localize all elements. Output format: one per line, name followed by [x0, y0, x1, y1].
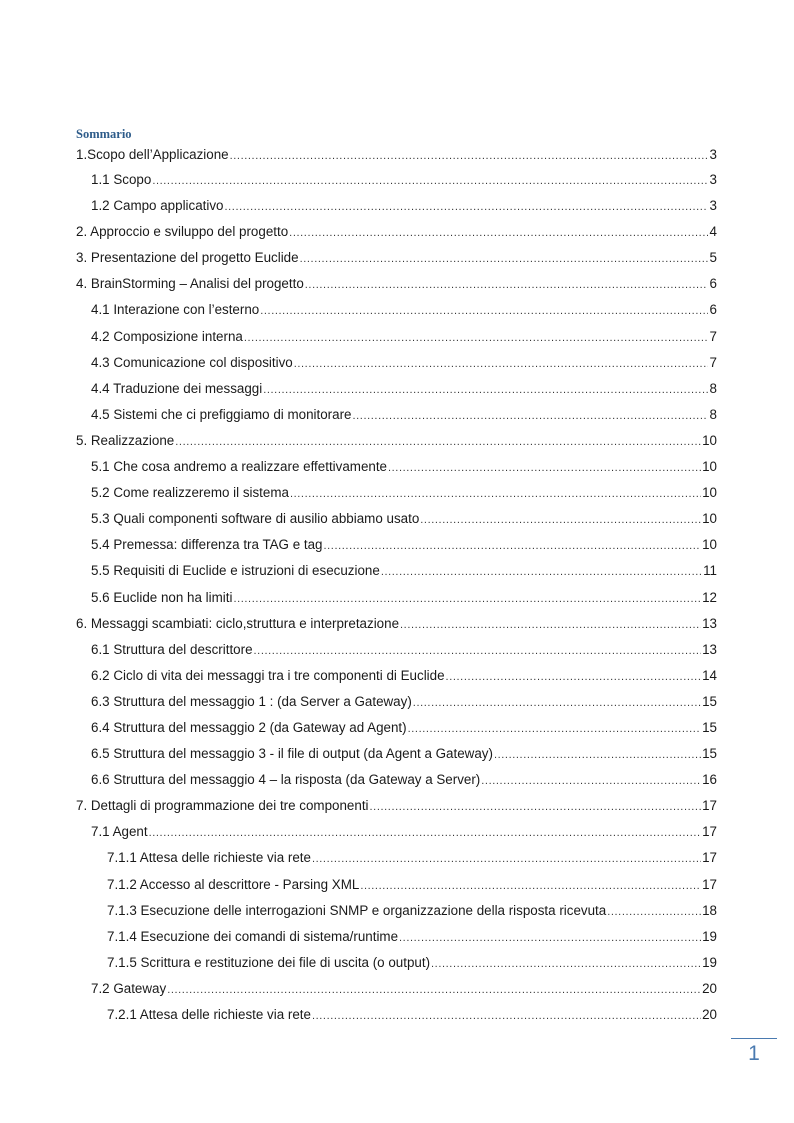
toc-entry-title: 6.4 Struttura del messaggio 2 (da Gateway ad Agent)	[91, 719, 407, 735]
toc-entry[interactable]	[76, 193, 717, 219]
toc-dot-leader	[263, 377, 708, 403]
toc-dot-leader	[420, 507, 701, 533]
toc-entry-title: 7.1.2 Accesso al descrittore - Parsing XML	[107, 876, 360, 892]
toc-entry[interactable]	[76, 793, 717, 819]
toc-dot-leader	[244, 325, 708, 351]
footer-divider	[731, 1038, 777, 1039]
table-of-contents	[76, 142, 717, 1028]
toc-dot-leader	[225, 194, 709, 220]
toc-dot-leader	[233, 586, 701, 612]
toc-heading: Sommario	[76, 127, 132, 141]
toc-dot-leader	[431, 951, 701, 977]
toc-entry-title: 5.4 Premessa: differenza tra TAG e tag	[91, 537, 323, 553]
toc-entry[interactable]	[76, 715, 717, 741]
toc-entry-page: 6	[709, 302, 717, 318]
toc-entry[interactable]	[76, 898, 717, 924]
toc-dot-leader	[312, 846, 701, 872]
toc-dot-leader	[399, 925, 701, 951]
toc-dot-leader	[254, 638, 702, 664]
toc-entry-title: 5.1 Che cosa andremo a realizzare effettivamente	[91, 459, 387, 475]
toc-entry-title: 6.5 Struttura del messaggio 3 - il file di output (da Agent a Gateway)	[91, 746, 493, 762]
toc-entry-title: 7. Dettagli di programmazione dei tre componenti	[76, 798, 369, 814]
toc-dot-leader	[152, 168, 708, 194]
toc-entry[interactable]	[76, 454, 717, 480]
toc-dot-leader	[149, 820, 702, 846]
toc-entry-title: 7.2.1 Attesa delle richieste via rete	[107, 1007, 311, 1022]
toc-entry-page: 8	[709, 380, 717, 396]
toc-entry[interactable]	[76, 558, 717, 584]
toc-entry-page: 13	[702, 615, 717, 631]
toc-dot-leader	[381, 559, 702, 585]
toc-dot-leader	[607, 899, 701, 925]
toc-entry-title: 6.2 Ciclo di vita dei messaggi tra i tre componenti di Euclide	[91, 667, 445, 683]
toc-entry-title: 6. Messaggi scambiati: ciclo,struttura e interpretazione	[76, 615, 400, 631]
toc-dot-leader	[388, 455, 701, 481]
toc-entry-page: 17	[702, 798, 717, 814]
toc-entry[interactable]	[76, 219, 717, 245]
toc-dot-leader	[300, 246, 708, 272]
toc-entry-page: 3	[709, 198, 717, 214]
toc-entry-page: 15	[702, 719, 717, 735]
toc-entry[interactable]	[76, 428, 717, 454]
toc-entry-page: 10	[702, 485, 717, 501]
toc-entry-title: 1.Scopo dell’Applicazione	[76, 147, 229, 162]
toc-entry[interactable]	[76, 532, 717, 558]
toc-entry[interactable]	[76, 142, 717, 167]
toc-entry-title: 7.2 Gateway	[91, 980, 167, 996]
toc-entry-page: 11	[703, 563, 717, 579]
toc-entry-title: 5.3 Quali componenti software di ausilio abbiamo usato	[91, 511, 420, 527]
toc-dot-leader	[494, 742, 701, 768]
toc-entry-title: 6.6 Struttura del messaggio 4 – la risposta (da Gateway a Server)	[91, 772, 481, 788]
toc-dot-leader	[305, 272, 708, 298]
toc-dot-leader	[260, 298, 708, 324]
toc-entry-page: 16	[702, 772, 717, 788]
toc-dot-leader	[167, 977, 701, 1003]
toc-entry[interactable]	[76, 976, 717, 1002]
toc-entry[interactable]	[76, 585, 717, 611]
toc-dot-leader	[289, 220, 708, 246]
toc-entry-page: 20	[702, 1007, 717, 1022]
toc-entry-title: 7.1.5 Scrittura e restituzione dei file di uscita (o output)	[107, 954, 431, 970]
toc-entry-title: 7.1.3 Esecuzione delle interrogazioni SNMP e organizzazione della risposta ricevuta	[107, 902, 607, 918]
toc-entry-title: 6.1 Struttura del descrittore	[91, 641, 253, 657]
toc-entry-title: 4.5 Sistemi che ci prefiggiamo di monitorare	[91, 406, 352, 422]
toc-entry-title: 5.2 Come realizzeremo il sistema	[91, 485, 289, 501]
toc-entry-title: 4.1 Interazione con l’esterno	[91, 302, 260, 318]
toc-dot-leader	[413, 690, 701, 716]
toc-entry-page: 6	[709, 276, 717, 292]
toc-entry-title: 2. Approccio e sviluppo del progetto	[76, 224, 289, 240]
toc-entry-title: 7.1.4 Esecuzione dei comandi di sistema/runtime	[107, 928, 399, 944]
toc-entry-page: 4	[709, 224, 717, 240]
toc-entry[interactable]	[76, 950, 717, 976]
toc-entry[interactable]	[76, 741, 717, 767]
toc-entry[interactable]	[76, 689, 717, 715]
toc-dot-leader	[312, 1003, 701, 1029]
toc-dot-leader	[408, 716, 701, 742]
toc-entry[interactable]	[76, 767, 717, 793]
toc-entry[interactable]	[76, 402, 717, 428]
toc-entry-title: 4.3 Comunicazione col dispositivo	[91, 354, 293, 370]
toc-entry-title: 7.1 Agent	[91, 824, 148, 840]
toc-entry-page: 12	[702, 589, 717, 605]
toc-entry[interactable]	[76, 845, 717, 871]
toc-entry-page: 17	[702, 850, 717, 866]
toc-dot-leader	[370, 794, 702, 820]
toc-dot-leader	[400, 612, 701, 638]
toc-entry-title: 5.5 Requisiti di Euclide e istruzioni di esecuzione	[91, 563, 380, 579]
toc-entry-page: 10	[702, 537, 717, 553]
toc-entry-page: 20	[702, 980, 717, 996]
toc-entry-page: 5	[709, 250, 717, 266]
toc-entry-title: 4. BrainStorming – Analisi del progetto	[76, 276, 304, 292]
toc-entry-title: 6.3 Struttura del messaggio 1 : (da Server a Gateway)	[91, 693, 412, 709]
toc-entry[interactable]	[76, 480, 717, 506]
toc-entry-title: 1.1 Scopo	[91, 172, 152, 187]
toc-entry-page: 15	[702, 693, 717, 709]
toc-entry-title: 3. Presentazione del progetto Euclide	[76, 250, 299, 266]
toc-entry[interactable]	[76, 611, 717, 637]
toc-dot-leader	[290, 481, 701, 507]
toc-entry-page: 10	[702, 459, 717, 475]
toc-entry[interactable]	[76, 245, 717, 271]
toc-entry[interactable]	[76, 167, 717, 193]
toc-entry[interactable]	[76, 297, 717, 323]
toc-entry[interactable]	[76, 872, 717, 898]
toc-dot-leader	[446, 664, 702, 690]
toc-entry-page: 10	[702, 511, 717, 527]
toc-entry[interactable]	[76, 376, 717, 402]
toc-entry[interactable]	[76, 924, 717, 950]
toc-entry[interactable]	[76, 663, 717, 689]
page-number: 1	[748, 1042, 760, 1065]
toc-entry-page: 15	[702, 746, 717, 762]
toc-entry[interactable]	[76, 271, 717, 297]
toc-entry[interactable]	[76, 324, 717, 350]
toc-entry-page: 17	[702, 824, 717, 840]
toc-dot-leader	[294, 351, 708, 377]
toc-entry[interactable]	[76, 637, 717, 663]
toc-entry-page: 14	[702, 667, 717, 683]
toc-entry-page: 13	[702, 641, 717, 657]
toc-dot-leader	[175, 429, 701, 455]
toc-entry-page: 8	[709, 406, 717, 422]
toc-entry[interactable]	[76, 350, 717, 376]
toc-entry[interactable]	[76, 506, 717, 532]
toc-entry-title: 4.4 Traduzione dei messaggi	[91, 380, 263, 396]
toc-entry-title: 5.6 Euclide non ha limiti	[91, 589, 233, 605]
toc-dot-leader	[353, 403, 709, 429]
toc-entry-title: 1.2 Campo applicativo	[91, 198, 224, 214]
toc-entry-page: 19	[702, 954, 717, 970]
toc-entry-page: 19	[702, 928, 717, 944]
toc-entry[interactable]	[76, 1002, 717, 1028]
toc-entry-page: 18	[702, 902, 717, 918]
toc-dot-leader	[360, 873, 701, 899]
toc-dot-leader	[230, 144, 708, 169]
toc-entry-page: 17	[702, 876, 717, 892]
toc-dot-leader	[481, 768, 701, 794]
toc-entry-page: 7	[709, 354, 717, 370]
toc-entry-page: 10	[702, 432, 717, 448]
toc-entry-title: 7.1.1 Attesa delle richieste via rete	[107, 850, 311, 866]
toc-entry[interactable]	[76, 819, 717, 845]
toc-entry-title: 4.2 Composizione interna	[91, 328, 243, 344]
toc-dot-leader	[323, 533, 701, 559]
toc-entry-page: 3	[709, 172, 717, 187]
toc-entry-page: 3	[709, 147, 717, 162]
toc-entry-title: 5. Realizzazione	[76, 432, 175, 448]
toc-entry-page: 7	[709, 328, 717, 344]
